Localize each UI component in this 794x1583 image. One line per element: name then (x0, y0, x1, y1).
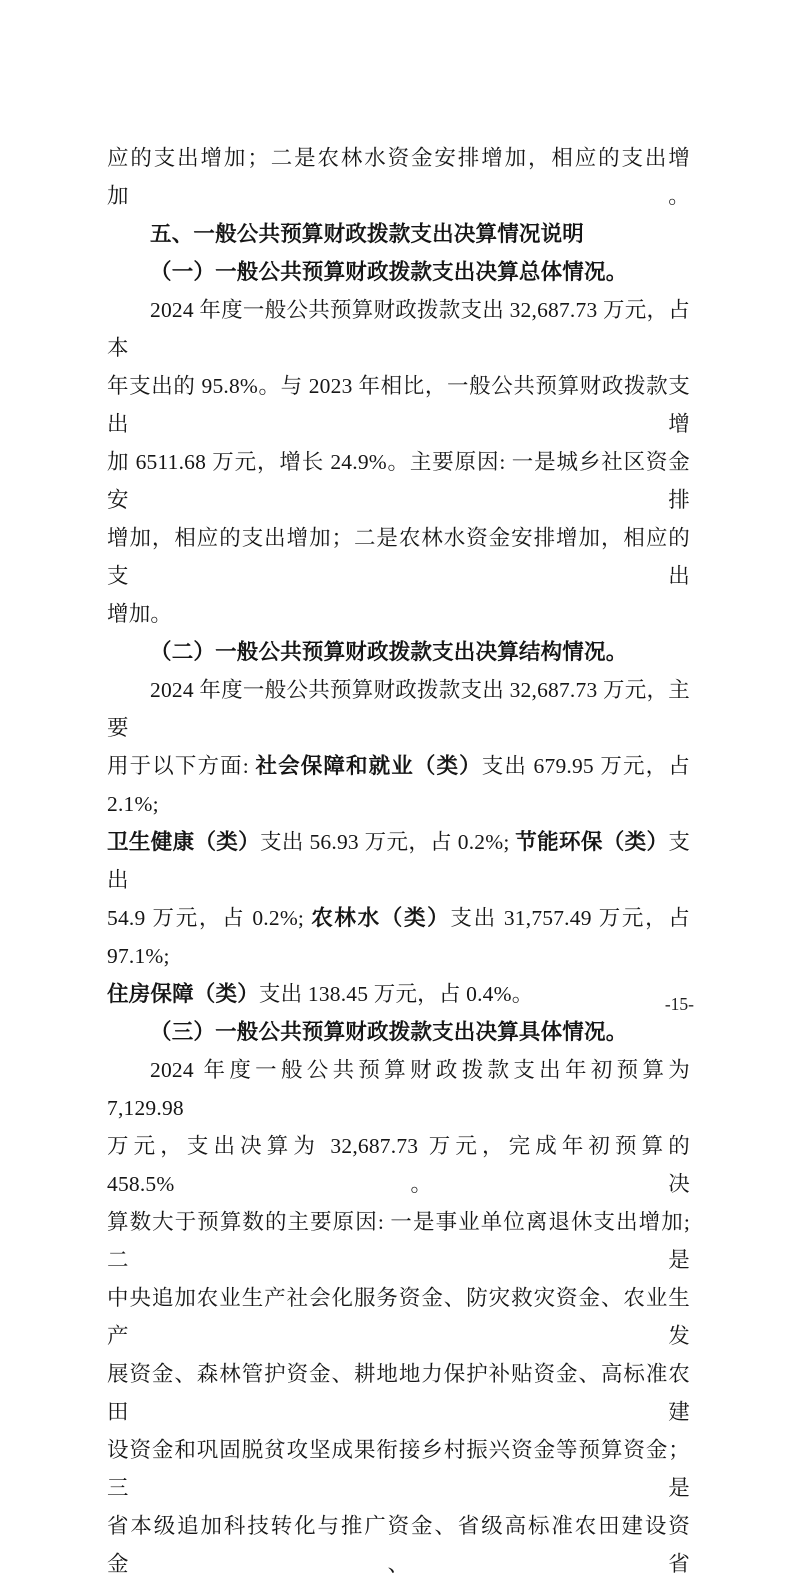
text-line (107, 975, 690, 1013)
text-segment: 年支出的 95.8%。与 2023 年相比，一般公共预算财政拨款支出增 (107, 374, 690, 436)
text-segment: 支出 31,757.49 万元，占 97.1%; (107, 906, 690, 968)
text-segment: 54.9 万元，占 0.2%; (107, 906, 312, 930)
text-segment: 支出 56.93 万元，占 0.2%; (260, 830, 516, 854)
text-segment: 2024 年度一般公共预算财政拨款支出年初预算为 7,129.98 (107, 1058, 690, 1120)
text-line (107, 595, 690, 633)
text-line (107, 1507, 690, 1583)
page-number: -15- (664, 994, 694, 1014)
text-segment-bold: （二）一般公共预算财政拨款支出决算结构情况。 (150, 640, 628, 664)
text-segment-bold: 五、一般公共预算财政拨款支出决算情况说明 (150, 222, 585, 246)
text-line (107, 823, 690, 899)
text-segment: 增加。 (107, 602, 173, 626)
text-line (107, 633, 690, 671)
text-segment-bold: （一）一般公共预算财政拨款支出决算总体情况。 (150, 260, 628, 284)
text-line (107, 1013, 690, 1051)
text-line (107, 671, 690, 747)
text-segment: 支出 679.95 万元，占 2.1%; (107, 754, 690, 816)
text-segment: 设资金和巩固脱贫攻坚成果衔接乡村振兴资金等预算资金；三是 (107, 1438, 690, 1500)
text-segment-bold: （三）一般公共预算财政拨款支出决算具体情况。 (150, 1020, 628, 1044)
text-line (107, 1355, 690, 1431)
text-line (107, 519, 690, 595)
text-segment: 2024 年度一般公共预算财政拨款支出 32,687.73 万元，主要 (107, 678, 690, 740)
text-segment: 中央追加农业生产社会化服务资金、防灾救灾资金、农业生产发 (107, 1286, 690, 1348)
text-segment: 2024 年度一般公共预算财政拨款支出 32,687.73 万元，占本 (107, 298, 690, 360)
text-line (107, 899, 690, 975)
text-line (107, 443, 690, 519)
text-segment: 支出 138.45 万元，占 0.4%。 (258, 982, 534, 1006)
text-line (107, 1051, 690, 1127)
text-segment: 加 6511.68 万元，增长 24.9%。主要原因: 一是城乡社区资金安排 (107, 450, 690, 512)
text-line (107, 215, 690, 253)
text-segment: 算数大于预算数的主要原因: 一是事业单位离退休支出增加; 二是 (107, 1210, 690, 1272)
text-line (107, 1431, 690, 1507)
document-text (107, 139, 690, 1583)
text-line (107, 1127, 690, 1203)
text-segment: 增加，相应的支出增加；二是农林水资金安排增加，相应的支出 (107, 526, 690, 588)
text-line (107, 1279, 690, 1355)
text-segment-bold: 住房保障（类） (107, 982, 259, 1006)
text-segment-bold: 卫生健康（类） (107, 830, 261, 854)
text-segment-bold: 社会保障和就业（类） (255, 754, 482, 778)
text-segment-bold: 农林水（类） (311, 906, 451, 930)
text-segment: 展资金、森林管护资金、耕地地力保护补贴资金、高标准农田建 (107, 1362, 690, 1424)
text-segment: 用于以下方面: (107, 754, 256, 778)
text-line (107, 253, 690, 291)
text-segment-bold: 节能环保（类） (515, 830, 669, 854)
text-line (107, 1203, 690, 1279)
text-line (107, 139, 690, 215)
text-segment: 省本级追加科技转化与推广资金、省级高标准农田建设资金、省 (107, 1514, 690, 1576)
text-line (107, 367, 690, 443)
text-segment: 万元，支出决算为 32,687.73 万元，完成年初预算的 458.5%。决 (107, 1134, 690, 1196)
text-segment: 支出 (107, 830, 691, 892)
text-line (107, 747, 690, 823)
text-segment: 应的支出增加；二是农林水资金安排增加，相应的支出增加。 (107, 146, 690, 208)
text-line (107, 291, 690, 367)
